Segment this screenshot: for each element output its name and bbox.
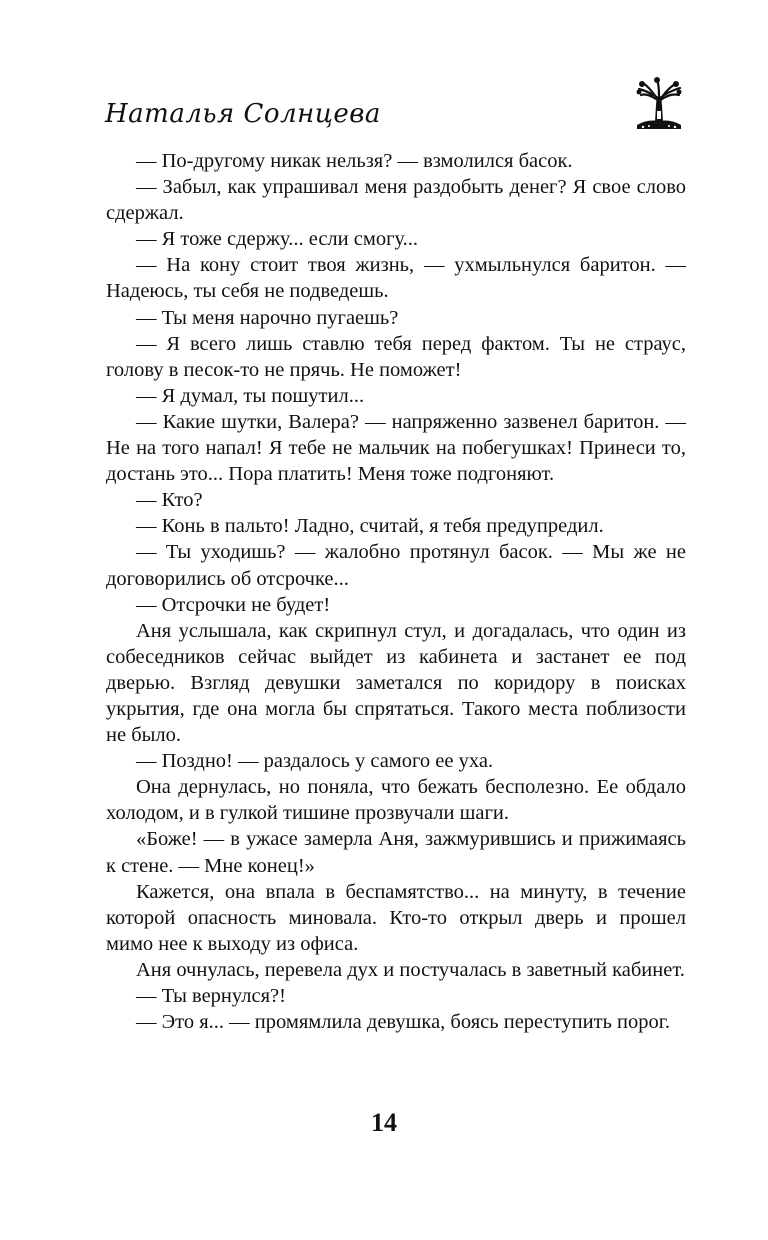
paragraph: — Кто?	[136, 489, 203, 512]
author-name: Наталья Солнцева	[105, 99, 381, 129]
paragraph: — Это я... — промямлила девушка, боясь переступить порог.	[136, 1011, 671, 1034]
page-body-text	[106, 148, 686, 1035]
paragraph: Она дернулась, но поняла, что бежать бесполезно. Ее обдало холодом, и в гулкой тишине прозвучали шаги.	[106, 776, 686, 825]
tree-emblem-icon	[633, 75, 685, 131]
paragraph: — Я тоже сдержу... если смогу...	[136, 228, 419, 251]
paragraph: — Конь в пальто! Ладно, считай, я тебя предупредил.	[136, 515, 604, 538]
page-number: 14	[371, 1108, 397, 1137]
paragraph: — Какие шутки, Валера? — напряженно зазвенел баритон. — Не на того напал! Я тебе не мальчик на побегушках! Принеси то, достань это... Пора платить! Меня тоже подгоняют.	[106, 410, 686, 486]
paragraph: — На кону стоит твоя жизнь, — ухмыльнулся баритон. — Надеюсь, ты себя не подведешь.	[106, 254, 686, 303]
paragraph: Аня очнулась, перевела дух и постучалась в заветный кабинет.	[136, 958, 685, 981]
paragraph: — Я всего лишь ставлю тебя перед фактом. Ты не страус, голову в песок-то не прячь. Не поможет!	[106, 332, 686, 381]
paragraph: — По-другому никак нельзя? — взмолился басок.	[136, 150, 573, 172]
paragraph: — Я думал, ты пошутил...	[136, 384, 365, 407]
paragraph: — Ты меня нарочно пугаешь?	[136, 306, 399, 329]
paragraph: — Поздно! — раздалось у самого ее уха.	[136, 750, 494, 773]
paragraph: Аня услышала, как скрипнул стул, и догадалась, что один из собеседников сейчас выйдет из кабинета и застанет ее под дверью. Взгляд девушки заметался по коридору в поисках укрытия, где она могла бы спрятаться. Такого места поблизости не было.	[106, 619, 686, 747]
paragraph: — Ты уходишь? — жалобно протянул басок. — Мы же не договорились об отсрочке...	[106, 541, 686, 590]
paragraph: Кажется, она впала в беспамятство... на минуту, в течение которой опасность миновала. Кто-то открыл дверь и прошел мимо нее к выходу из офиса.	[106, 880, 686, 955]
paragraph: — Отсрочки не будет!	[136, 593, 331, 616]
paragraph: — Забыл, как упрашивал меня раздобыть денег? Я свое слово сдержал.	[106, 176, 686, 225]
paragraph: «Боже! — в ужасе замерла Аня, зажмурившись и прижимаясь к стене. — Мне конец!»	[106, 828, 686, 877]
running-header	[105, 95, 685, 145]
paragraph: — Ты вернулся?!	[136, 985, 286, 1007]
